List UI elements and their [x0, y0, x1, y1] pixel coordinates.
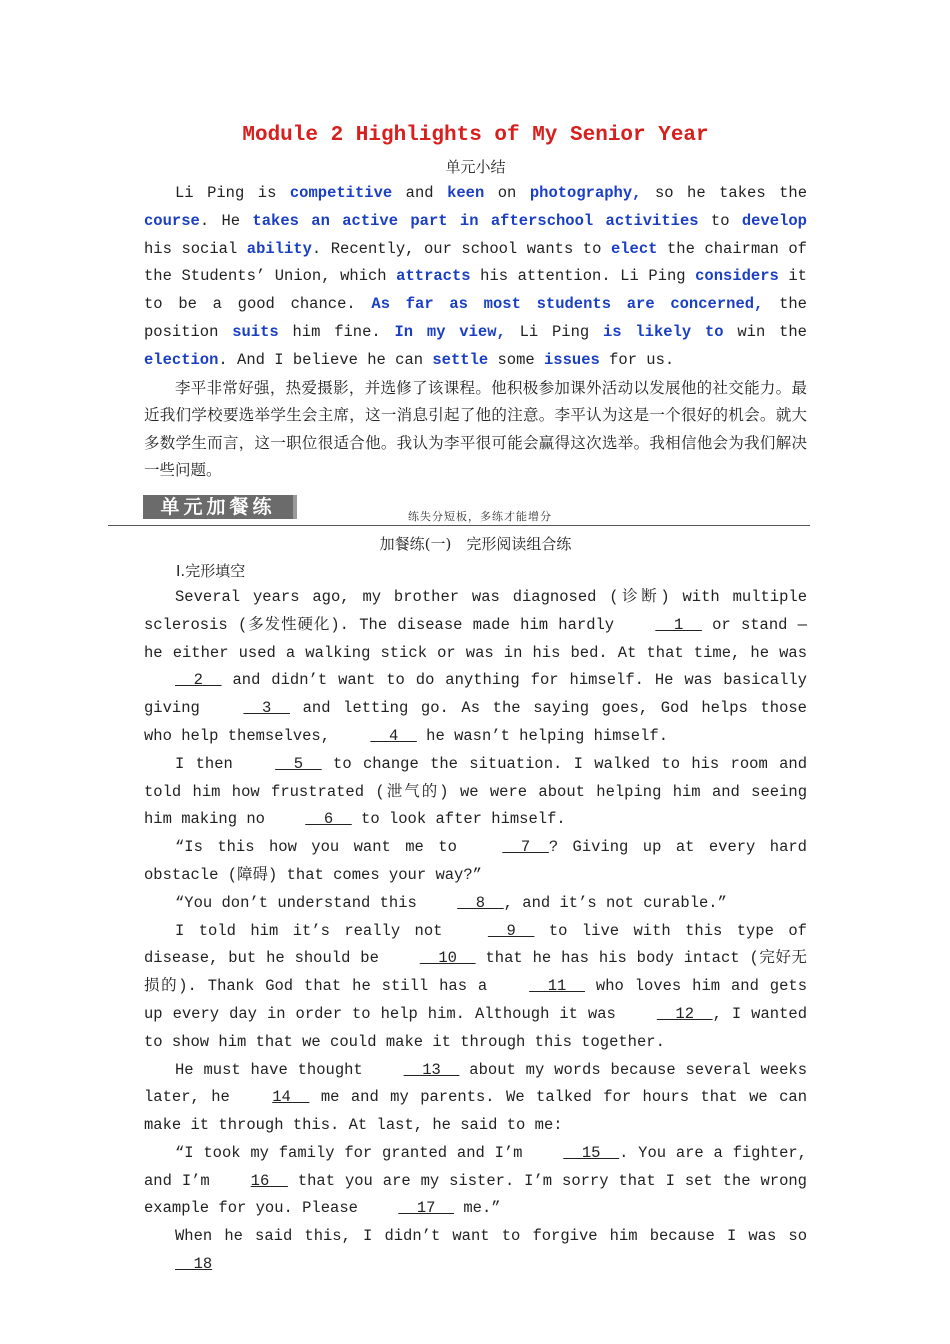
passage-paragraph: [144, 584, 807, 751]
passage-text: , and it’s not curable.”: [503, 893, 727, 912]
summary-text: and: [392, 184, 448, 202]
cloze-blank: 18: [175, 1255, 213, 1274]
passage-paragraph: [144, 834, 807, 890]
passage-text: When he said this, I didn’t want to forgive him because I was so: [175, 1227, 807, 1246]
passage-text: about my words because several weeks later, he: [144, 1060, 807, 1107]
summary-text: for us.: [599, 350, 675, 369]
cloze-blank: 8: [457, 893, 504, 912]
cloze-blank: 15: [563, 1143, 620, 1162]
cloze-blank: 11: [529, 977, 585, 996]
passage-text: and didn’t want to do anything for himself. He was basically giving: [144, 671, 807, 718]
keyword-highlight: considers: [695, 267, 779, 286]
passage-text: that he has his body intact (完好无损的). Thank God that he still has a: [144, 949, 808, 996]
passage-text: me.”: [454, 1199, 501, 1218]
cloze-blank: 13: [403, 1060, 460, 1079]
part-title: Ⅰ.完形填空: [176, 561, 246, 580]
keyword-highlight: course: [144, 211, 200, 230]
keyword-highlight: election: [144, 350, 219, 369]
passage-text: me and my parents. We talked for hours that we can make it through this. At last, he said to me:: [144, 1088, 807, 1135]
summary-text: it to be a good chance.: [144, 267, 807, 314]
passage-text: . You are a fighter, and I’m: [144, 1143, 807, 1190]
summary-english: [144, 180, 807, 375]
keyword-highlight: attracts: [396, 267, 471, 286]
summary-text: . Recently, our school wants to: [311, 239, 611, 258]
keyword-highlight: takes an active part in afterschool activities: [252, 211, 699, 230]
keyword-highlight: settle: [432, 350, 489, 369]
summary-text: the chairman of the Students’ Union, which: [144, 239, 807, 286]
keyword-highlight: competitive: [289, 184, 393, 202]
summary-text: so he takes the: [641, 184, 807, 202]
summary-text: him fine.: [278, 322, 395, 341]
cloze-blank: 5: [275, 754, 322, 773]
passage-text: he wasn’t helping himself.: [416, 726, 669, 745]
passage-text: He must have thought: [175, 1060, 373, 1079]
keyword-highlight: photography,: [529, 184, 642, 202]
banner-label: 单元加餐练: [143, 495, 297, 519]
passage-text: to live with this type of disease, but he should be: [144, 921, 807, 968]
cloze-blank: 2: [175, 671, 222, 690]
summary-text: Li Ping: [505, 322, 603, 341]
keyword-highlight: ability: [246, 239, 312, 258]
cloze-blank: 3: [243, 699, 290, 718]
summary-text: his attention. Li Ping: [470, 267, 696, 286]
passage-text: who loves him and gets up every day in order to help him. Although it was: [144, 977, 808, 1023]
passage-text: Several years ago, my brother was diagnosed (诊断) with multiple sclerosis (多发性硬化). The disease made him hardly: [144, 587, 807, 634]
section-banner: [108, 491, 810, 526]
passage-text: “You don’t understand this: [175, 893, 427, 912]
passage-text: I then: [175, 754, 245, 773]
passage-paragraph: [144, 890, 807, 918]
cloze-blank: 14: [272, 1088, 310, 1107]
banner-slogan: 练失分短板，多练才能增分: [408, 509, 552, 523]
keyword-highlight: issues: [543, 350, 600, 369]
page-title: Module 2 Highlights of My Senior Year: [242, 124, 709, 147]
section-title: 加餐练(一) 完形阅读组合练: [379, 534, 572, 553]
passage-paragraph: [144, 1140, 807, 1223]
keyword-highlight: is likely to: [602, 322, 724, 341]
passage-paragraph: [144, 1223, 807, 1279]
summary-text: Li Ping is: [175, 184, 290, 202]
cloze-blank: 1: [655, 615, 702, 634]
keyword-highlight: elect: [610, 239, 658, 258]
cloze-blank: 9: [487, 921, 535, 940]
passage-paragraph: [144, 1057, 807, 1140]
cloze-blank: 6: [305, 810, 352, 829]
cloze-blank: 7: [502, 838, 549, 857]
summary-text: the position: [144, 295, 807, 341]
passage-paragraph: [144, 751, 807, 834]
summary-text: . He: [199, 211, 253, 230]
cloze-blank: 17: [398, 1199, 455, 1218]
passage-text: that you are my sister. I’m sorry that I set the wrong example for you. Please: [144, 1171, 807, 1218]
keyword-highlight: suits: [232, 322, 279, 341]
passage-paragraph: [144, 918, 807, 1057]
subtitle: 单元小结: [445, 158, 506, 176]
summary-chinese: 李平非常好强，热爱摄影，并选修了该课程。他积极参加课外活动以发展他的社交能力。最近我们学校要选举学生会主席，这一消息引起了他的注意。李平认为这是一个很好的机会。就大多数学生而言，这一职位很适合他。我认为李平很可能会赢得这次选举。我相信他会为我们解决一些问题。: [144, 378, 807, 480]
cloze-passage: [144, 584, 807, 1279]
passage-text: or stand — he either used a walking stick or was in his bed. At that time, he was: [144, 615, 807, 662]
passage-text: I told him it’s really not: [175, 921, 457, 940]
passage-text: , I wanted to show him that we could make it through this together.: [144, 1004, 807, 1051]
summary-text: some: [488, 350, 544, 369]
summary-text: to: [698, 211, 742, 230]
summary-text: . And I believe he can: [218, 350, 433, 369]
document-content: [144, 118, 807, 1279]
passage-text: and letting go. As the saying goes, God helps those who help themselves,: [144, 699, 807, 745]
cloze-blank: 10: [419, 949, 476, 968]
summary-text: win the: [723, 322, 807, 341]
keyword-highlight: As far as most students are concerned,: [371, 295, 764, 314]
summary-text: on: [484, 184, 530, 202]
passage-text: ? Giving up at every hard obstacle (障碍) that comes your way?”: [144, 838, 807, 884]
passage-text: to look after himself.: [351, 810, 566, 829]
keyword-highlight: In my view,: [394, 322, 506, 341]
passage-text: “Is this how you want me to: [175, 838, 472, 857]
summary-text: his social: [144, 239, 247, 258]
keyword-highlight: keen: [447, 184, 485, 202]
cloze-blank: 16: [250, 1171, 288, 1190]
keyword-highlight: develop: [741, 211, 807, 230]
passage-text: to change the situation. I walked to his room and told him how frustrated (泄气的) we were about helping him and seeing him making no: [144, 754, 807, 829]
cloze-blank: 12: [656, 1004, 713, 1023]
cloze-blank: 4: [370, 726, 417, 745]
passage-text: “I took my family for granted and I’m: [175, 1143, 533, 1162]
